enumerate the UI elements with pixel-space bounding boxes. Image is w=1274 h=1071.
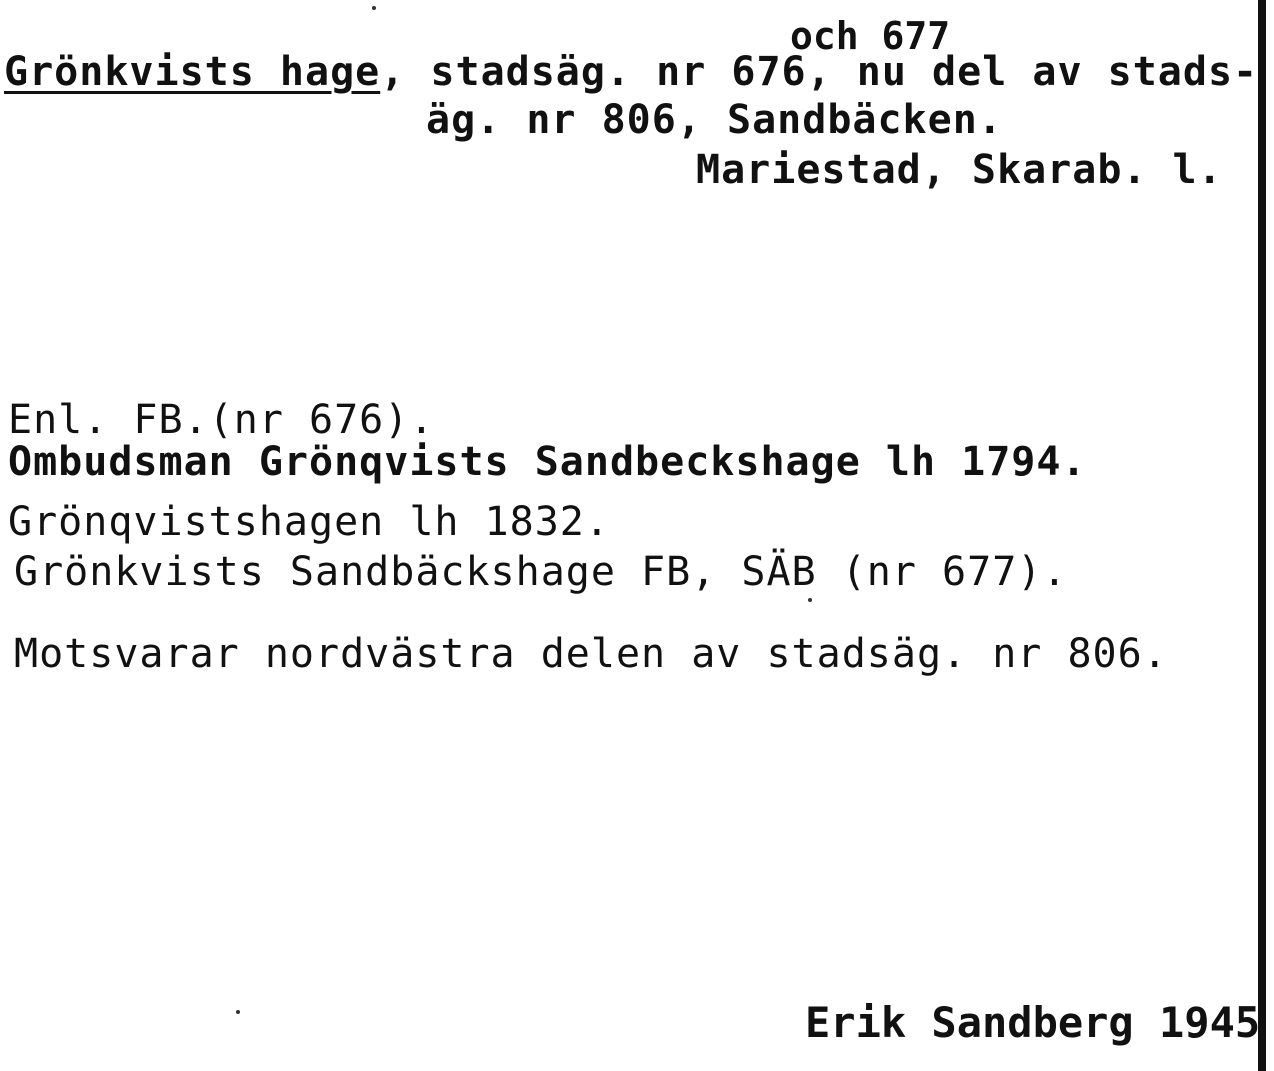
speck <box>236 1010 240 1014</box>
body-line: Ombudsman Grönqvists Sandbeckshage lh 1794. <box>8 439 1087 485</box>
heading-continuation: äg. nr 806, Sandbäcken. <box>426 97 1003 143</box>
body-line: Grönqvistshagen lh 1832. <box>8 499 610 545</box>
card-heading <box>4 50 1258 94</box>
location-line: Mariestad, Skarab. l. <box>696 147 1223 193</box>
speck <box>808 598 812 602</box>
body-line: Enl. FB.(nr 676). <box>8 397 435 443</box>
note-line: Motsvarar nordvästra delen av stadsäg. nr 806. <box>14 631 1168 677</box>
heading-description: , stadsäg. nr 676, nu del av stads- <box>380 49 1259 95</box>
place-name: Grönkvists hage <box>4 49 381 95</box>
speck <box>372 6 376 10</box>
card-right-edge <box>1258 0 1266 1071</box>
body-line: Grönkvists Sandbäckshage FB, SÄB (nr 677). <box>14 549 1068 595</box>
signature: Erik Sandberg 1945 <box>805 998 1261 1047</box>
handwritten-insert: och 677 <box>790 14 951 58</box>
